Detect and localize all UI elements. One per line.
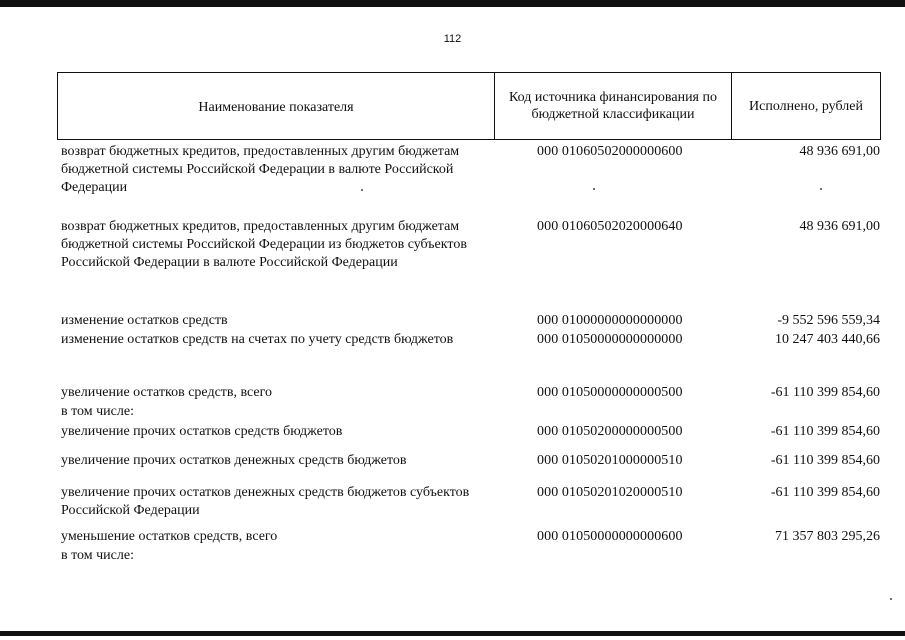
- row-name: увеличение прочих остатков средств бюджетов: [61, 424, 343, 439]
- table-header: [57, 72, 881, 140]
- row-value: 10 247 403 440,66: [775, 332, 880, 347]
- bottom-border-line: [0, 631, 905, 636]
- scan-speck: [593, 188, 595, 190]
- top-border-line: [0, 0, 905, 7]
- row-name: возврат бюджетных кредитов, предоставленных другим бюджетам бюджетной системы Российской Федерации в валюте Российской Федерации: [61, 144, 460, 195]
- scan-speck: [890, 598, 892, 600]
- row-value: 71 357 803 295,26: [775, 529, 880, 544]
- row-name: увеличение остатков средств, всего: [61, 385, 273, 400]
- row-name: в том числе:: [61, 404, 134, 419]
- header-executed-amount: Исполнено, рублей: [749, 98, 863, 114]
- row-name: в том числе:: [61, 548, 134, 563]
- row-value: 48 936 691,00: [799, 144, 880, 159]
- row-code: 000 01050201000000510: [537, 453, 683, 468]
- row-code: 000 01060502000000600: [537, 144, 683, 159]
- row-value: -61 110 399 854,60: [770, 385, 880, 400]
- row-value: -9 552 596 559,34: [777, 313, 880, 328]
- scan-speck: [361, 189, 363, 191]
- row-code: 000 01000000000000000: [537, 313, 683, 328]
- row-code: 000 01050201020000510: [537, 485, 683, 500]
- row-code: 000 01050000000000500: [537, 385, 683, 400]
- row-name: увеличение прочих остатков денежных средств бюджетов: [61, 453, 407, 468]
- row-value: -61 110 399 854,60: [770, 485, 880, 500]
- row-code: 000 01060502020000640: [537, 219, 683, 234]
- row-name: увеличение прочих остатков денежных средств бюджетов субъектов Российской Федерации: [61, 485, 470, 518]
- header-source-code: Код источника финансирования по бюджетной классификации: [495, 73, 732, 139]
- scan-speck: [820, 188, 822, 190]
- row-name: изменение остатков средств: [61, 313, 228, 328]
- row-code: 000 01050200000000500: [537, 424, 683, 439]
- row-value: 48 936 691,00: [799, 219, 880, 234]
- row-name: изменение остатков средств на счетах по учету средств бюджетов: [61, 332, 454, 347]
- page-number: 112: [443, 33, 462, 45]
- row-code: 000 01050000000000000: [537, 332, 683, 347]
- row-value: -61 110 399 854,60: [770, 424, 880, 439]
- header-indicator-name: Наименование показателя: [58, 73, 495, 139]
- row-name: уменьшение остатков средств, всего: [61, 529, 278, 544]
- row-name: возврат бюджетных кредитов, предоставленных другим бюджетам бюджетной системы Российской Федерации из бюджетов субъектов Российской Федерации в валюте Российской Федерации: [61, 219, 467, 270]
- row-code: 000 01050000000000600: [537, 529, 683, 544]
- row-value: -61 110 399 854,60: [770, 453, 880, 468]
